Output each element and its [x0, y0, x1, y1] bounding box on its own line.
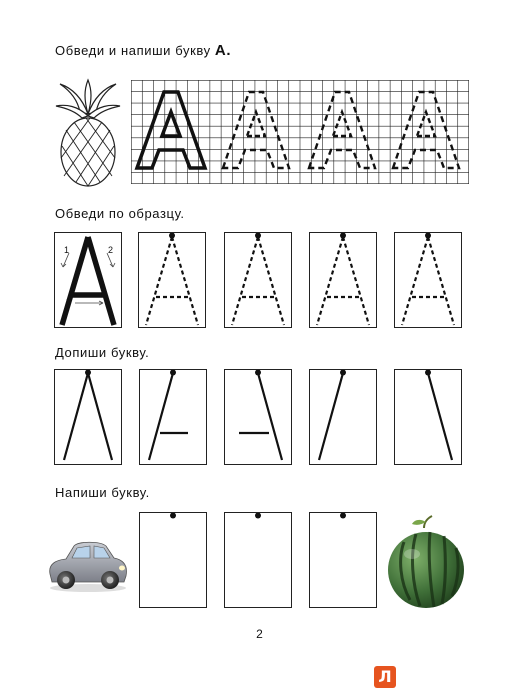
pineapple-illustration	[52, 78, 124, 188]
task1-instruction-text: Обведи и напиши букву	[55, 43, 211, 58]
task2-instruction: Обведи по образцу.	[55, 206, 185, 221]
stroke-number-2: 2	[108, 245, 114, 255]
watermelon-illustration	[384, 514, 468, 610]
trace-box[interactable]	[138, 232, 206, 328]
complete-letter-box[interactable]	[309, 369, 377, 465]
write-letter-box[interactable]	[309, 512, 377, 608]
write-letter-box[interactable]	[139, 512, 207, 608]
sample-letter-box	[54, 232, 122, 328]
complete-letter-box[interactable]	[224, 369, 292, 465]
stroke-number-1: 1	[64, 245, 70, 255]
task1-instruction	[55, 42, 231, 59]
task3-instruction: Допиши букву.	[55, 345, 150, 360]
stroke-number-3: 3	[66, 297, 72, 307]
task1-letter: А.	[214, 42, 232, 59]
publisher-badge-icon: Л	[374, 666, 396, 688]
trace-box[interactable]	[224, 232, 292, 328]
complete-letter-box[interactable]	[54, 369, 122, 465]
trace-box[interactable]	[394, 232, 462, 328]
page-number: 2	[256, 627, 263, 641]
task4-instruction: Напиши букву.	[55, 485, 150, 500]
complete-letter-box[interactable]	[139, 369, 207, 465]
complete-letter-box[interactable]	[394, 369, 462, 465]
write-letter-box[interactable]	[224, 512, 292, 608]
toy-car-illustration	[44, 538, 130, 594]
trace-box[interactable]	[309, 232, 377, 328]
letter-grid	[131, 80, 469, 184]
